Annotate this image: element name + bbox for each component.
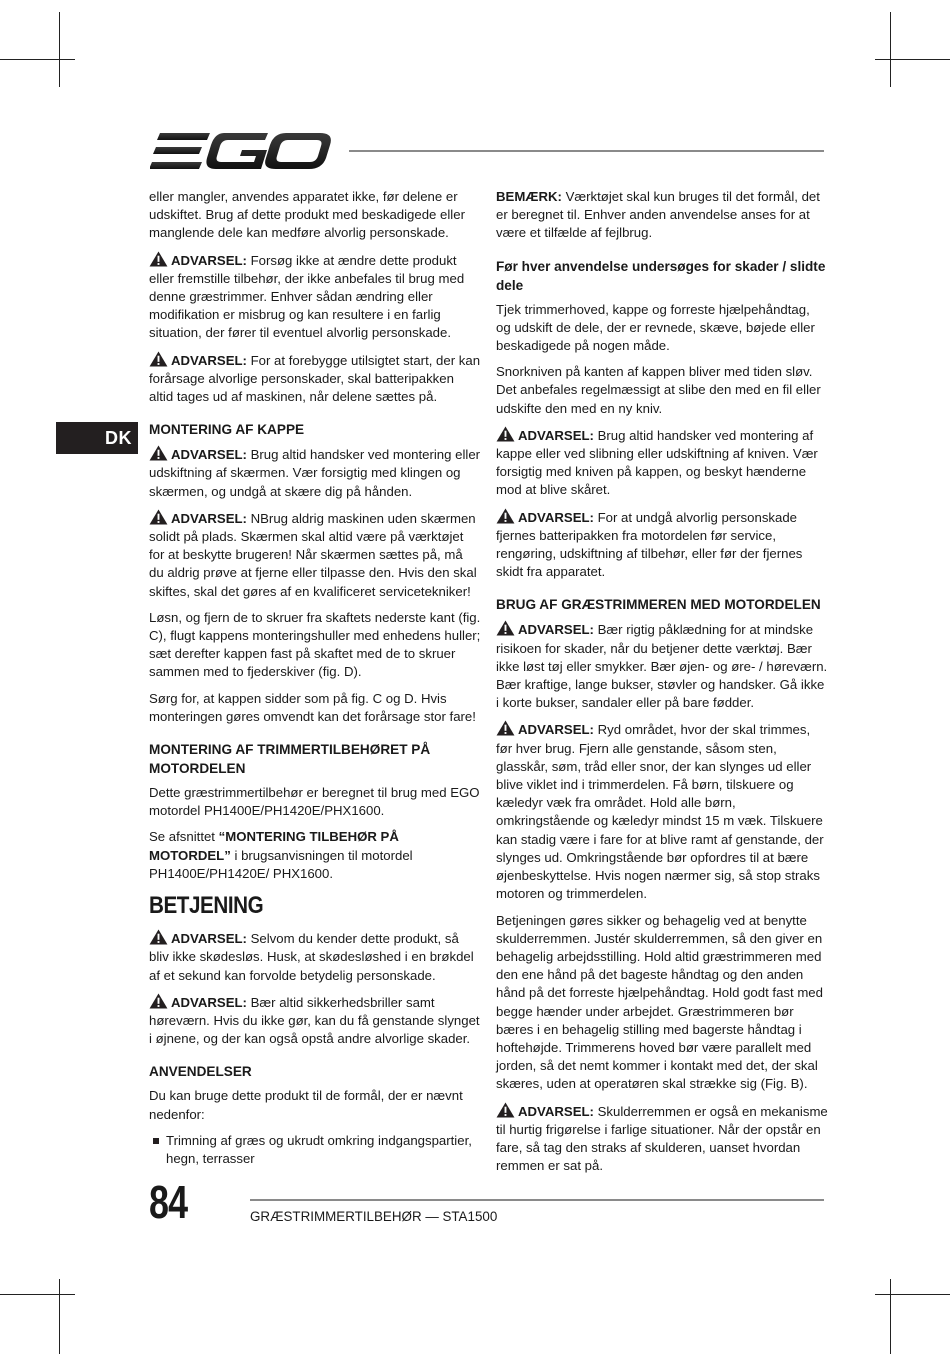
ego-logo — [150, 131, 332, 171]
warning-paragraph — [496, 1102, 828, 1176]
footer-title: GRÆSTRIMMERTILBEHØR — STA1500 — [250, 1209, 498, 1224]
section-heading: ANVENDELSER — [149, 1064, 252, 1080]
crop-mark — [0, 1294, 75, 1295]
page-number: 84 — [149, 1176, 188, 1228]
warning-label: ADVARSEL: — [518, 509, 594, 525]
warning-text: For at forebygge utilsigtet start, der kan forårsage alvorlige personskader, skal batteripakken altid tages ud af maskinen, når delene sættes på. — [149, 352, 481, 405]
warning-text: NBrug aldrig maskinen uden skærmen solidt på plads. Skærmen skal altid være på værktøjet for at beskytte brugeren! Når skærmen sættes på, må du aldrig prøve at fjerne eller tilpasse den. Hvis den skal skiftes, skal det gøres af en kvalificeret servicetekniker! — [149, 510, 477, 599]
paragraph: Dette græstrimmertilbehør er beregnet til brug med EGO motordel PH1400E/PH1420E/PHX1600. — [149, 785, 480, 819]
warning-label: ADVARSEL: — [518, 427, 594, 443]
warning-triangle-icon — [149, 351, 168, 367]
warning-label: ADVARSEL: — [518, 622, 594, 638]
warning-label: ADVARSEL: — [171, 252, 247, 268]
warning-triangle-icon — [496, 620, 515, 636]
warning-paragraph — [496, 620, 828, 712]
section-heading: MONTERING AF TRIMMERTILBEHØRET PÅ MOTORDELEN — [149, 742, 431, 777]
warning-text: Bær rigtig påklædning for at mindske risikoen for skader, når du betjener dette værktøj. Bær ikke løst tøj eller smykker. Bær øjen- og øre- / høreværn. Bær kraftige, lange bukser, støvler og handsker. Gå ikke i korte bukser, sandaler eller på bare fødder. — [496, 622, 828, 711]
warning-paragraph — [149, 445, 481, 501]
warning-text: Brug altid handsker ved montering eller udskiftning af skærmen. Vær forsigtig med klingen og skærmen, og undgå at skære dig på hånden. — [149, 447, 481, 499]
warning-text: Bær altid sikkerhedsbriller samt høreværn. Hvis du ikke gør, kan du få genstande slynget i øjnene, og der kan også opstå andre alvorlige skader. — [149, 994, 480, 1047]
warning-label: ADVARSEL: — [171, 510, 247, 526]
warning-text: Forsøg ikke at ændre dette produkt eller fremstille tilbehør, der ikke anbefales til brug med denne græstrimmer. Enhver sådan ændring eller modifikation er misbrug og kan resultere i en farlig situation, der fører til eventuel alvorlig personskade. — [149, 252, 465, 341]
reference-title: “MONTERING TILBEHØR PÅ MOTORDEL” — [149, 829, 399, 863]
right-column — [496, 188, 828, 1183]
warning-paragraph — [149, 351, 481, 407]
warning-paragraph — [149, 993, 481, 1049]
warning-label: ADVARSEL: — [171, 931, 247, 947]
warning-text: Brug altid handsker ved montering af kappe eller ved slibning eller udskiftning af kniven. Vær forsigtig med kniven på kappen, og beskyt hænderne mod at blive skåret. — [496, 427, 818, 498]
bullet-list — [149, 1132, 481, 1168]
left-column — [149, 188, 481, 1168]
warning-label: ADVARSEL: — [518, 1103, 594, 1119]
crop-mark — [0, 59, 75, 60]
paragraph — [149, 828, 481, 883]
warning-paragraph — [149, 509, 481, 601]
paragraph: eller mangler, anvendes apparatet ikke, før delene er udskiftet. Brug af dette produkt med beskadigede eller manglende dele kan medføre alvorlig personskade. — [149, 189, 465, 241]
header-rule — [349, 150, 824, 152]
warning-triangle-icon — [496, 720, 515, 736]
chapter-heading: BETJENING — [149, 892, 264, 920]
text: i brugsanvisningen til motordel PH1400E/PH1420E/ PHX1600. — [149, 847, 413, 881]
warning-paragraph — [496, 720, 828, 903]
warning-text: Selvom du kender dette produkt, så bliv ikke skødesløs. Husk, at skødesløshed i en brøkdel af et sekund kan forvolde betydelig personskade. — [149, 931, 474, 983]
crop-mark — [890, 1279, 891, 1354]
crop-mark — [59, 1279, 60, 1354]
bullet-square-icon — [153, 1138, 159, 1144]
warning-label: ADVARSEL: — [171, 352, 247, 368]
warning-paragraph — [496, 508, 828, 582]
text: Se afsnittet — [149, 829, 219, 845]
warning-triangle-icon — [496, 426, 515, 442]
paragraph: Løsn, og fjern de to skruer fra skaftets nederste kant (fig. C), flugt kappens monteringshuller med enhedens huller; sæt derefter kappen fast på skaftet med de to skruer sammen med to fjederskiver (fig. D). — [149, 609, 481, 680]
language-tab: DK — [56, 422, 138, 454]
note-label: BEMÆRK: — [496, 189, 562, 204]
paragraph: Betjeningen gøres sikker og behagelig ved at benytte skulderremmen. Justér skulderremmen, så den giver en behagelig arbejdsstilling. Hold altid græstrimmeren med den ene hånd på det bageste håndtag og den anden hånd på det forreste hjælpehåndtag. Hold godt fast med begge hænder under arbejdet. Græstrimmeren bør bæres i en behagelig stilling med bagerste håndtag i hoftehøjde. Trimmerens hoved bør være parallelt med jorden, så det nemt kommer i kontakt med det, der skal skæres, uden at operatøren skal strække sig (Fig. B). — [496, 912, 823, 1092]
warning-label: ADVARSEL: — [518, 722, 594, 738]
section-heading: Før hver anvendelse undersøges for skader / slidte dele — [496, 258, 826, 293]
warning-paragraph — [496, 426, 828, 500]
warning-text: Skulderremmen er også en mekanisme til hurtig frigørelse i farlige situationer. Når der opstår en fare, så tag den straks af skulderen, uanset hvordan remmen er sat på. — [496, 1103, 828, 1174]
footer-rule — [250, 1199, 824, 1201]
warning-triangle-icon — [496, 508, 515, 524]
crop-mark — [875, 59, 950, 60]
paragraph: Tjek trimmerhoved, kappe og forreste hjælpehåndtag, og udskift de dele, der er revnede, skæve, bøjede eller beskadigede på nogen måde. — [496, 301, 815, 354]
warning-triangle-icon — [149, 251, 168, 267]
warning-triangle-icon — [496, 1102, 515, 1118]
section-heading: MONTERING AF KAPPE — [149, 422, 305, 438]
list-item — [149, 1132, 481, 1168]
paragraph: Snorkniven på kanten af kappen bliver med tiden sløv. Det anbefales regelmæssigt at slibe den med en fil eller udskifte den med en ny kniv. — [496, 364, 821, 416]
paragraph: Du kan bruge dette produkt til de formål, der er nævnt nedenfor: — [149, 1088, 463, 1122]
crop-mark — [890, 12, 891, 87]
warning-paragraph — [149, 929, 481, 985]
warning-label: ADVARSEL: — [171, 447, 247, 463]
warning-triangle-icon — [149, 929, 168, 945]
section-heading: BRUG AF GRÆSTRIMMEREN MED MOTORDELEN — [496, 597, 821, 613]
crop-mark — [59, 12, 60, 87]
warning-paragraph — [149, 251, 481, 343]
note-text: Værktøjet skal kun bruges til det formål, det er beregnet til. Enhver anden anvendelse anses for at være et tilfælde af fejlbrug. — [496, 189, 820, 241]
list-item-text: Trimning af græs og ukrudt omkring indgangspartier, hegn, terrasser — [166, 1132, 472, 1166]
warning-triangle-icon — [149, 509, 168, 525]
warning-triangle-icon — [149, 993, 168, 1009]
paragraph: Sørg for, at kappen sidder som på fig. C og D. Hvis monteringen gøres omvendt kan det forårsage stor fare! — [149, 690, 476, 724]
warning-label: ADVARSEL: — [171, 994, 247, 1010]
warning-triangle-icon — [149, 445, 168, 461]
warning-text: Ryd området, hvor der skal trimmes, før hver brug. Fjern alle genstande, såsom sten, glasskår, søm, tråd eller snor, der kan slynges ud eller blive viklet ind i trimmerdelen. Få børn, tilskuere og kæledyr væk fra området. Hold alle børn, omkringstående og kæledyr mindst 15 m væk. Tilskuere kan stadig være i fare for at blive ramt af genstande, der slynges ud. Omkringstående bør opfordres til at bære øjenbeskyttelse. Hvis nogen nærmer sig, så stop straks motoren og trimmerdelen. — [496, 722, 824, 902]
crop-mark — [875, 1294, 950, 1295]
warning-text: For at undgå alvorlig personskade fjernes batteripakken fra motordelen før service, rengøring, udskiftning af tilbehør, eller før der fjernes skidt fra apparatet. — [496, 509, 803, 580]
note-paragraph — [496, 188, 828, 243]
